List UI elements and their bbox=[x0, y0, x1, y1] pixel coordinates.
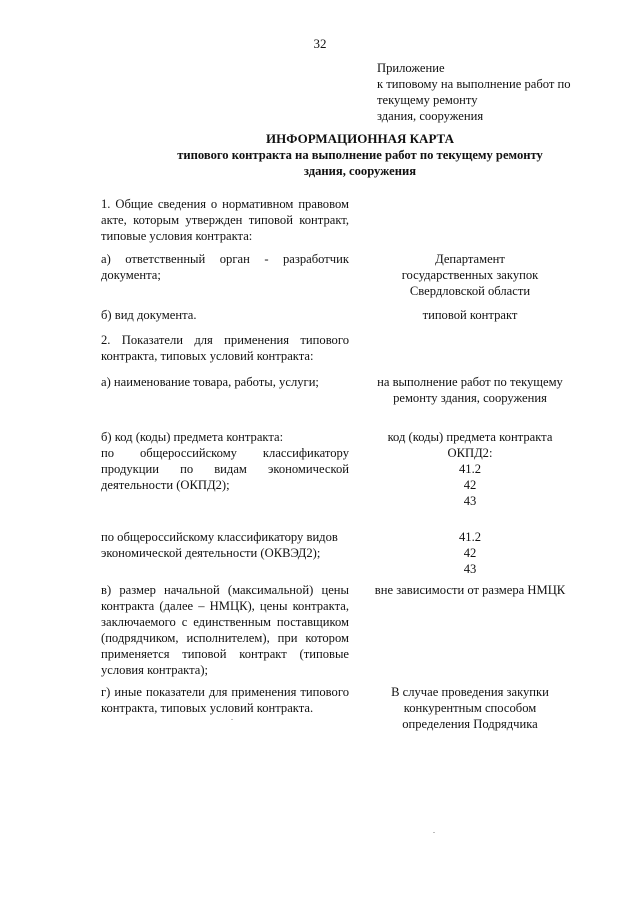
scan-speck bbox=[231, 719, 233, 720]
text-line: ремонту здания, сооружения bbox=[393, 391, 547, 405]
text-line: по общероссийскому классификатору видов bbox=[101, 530, 338, 544]
row-g-value bbox=[362, 684, 578, 732]
code-value: 41.2 bbox=[458, 530, 482, 544]
text-line: контракта, типовых условий контракта. bbox=[101, 701, 314, 715]
text-line: в) размер начальной (максимальной) цены bbox=[101, 583, 349, 597]
text-line: условия контракта); bbox=[101, 663, 209, 677]
text-line: применяется типовой контракт (типовые bbox=[101, 647, 349, 661]
text-line: В случае проведения закупки bbox=[391, 685, 549, 699]
appendix-line: Приложение bbox=[377, 61, 445, 75]
row-a2-label: а) наименование товара, работы, услуги; bbox=[101, 375, 319, 389]
appendix-line: текущему ремонту bbox=[377, 93, 478, 107]
appendix-line: к типовому на выполнение работ по bbox=[377, 77, 571, 91]
section-1-heading bbox=[101, 196, 349, 244]
text-line: код (коды) предмета контракта bbox=[387, 430, 553, 444]
text-line: по общероссийскому классификатору bbox=[101, 446, 349, 460]
text-line: продукции по видам экономической bbox=[101, 462, 349, 476]
text-line: а) ответственный орган - разработчик bbox=[101, 252, 349, 266]
title-subtitle: типового контракта на выполнение работ по текущему ремонту bbox=[177, 148, 543, 162]
row-b-label: б) вид документа. bbox=[101, 308, 197, 322]
row-a-label bbox=[101, 251, 349, 283]
text-line: типовые условия контракта: bbox=[101, 229, 253, 243]
page-number: 32 bbox=[313, 36, 327, 51]
title-subtitle: здания, сооружения bbox=[303, 164, 417, 178]
text-line: 2. Показатели для применения типового bbox=[101, 333, 349, 347]
text-line: деятельности (ОКПД2); bbox=[101, 478, 230, 492]
text-line: акте, которым утвержден типовой контракт, bbox=[101, 213, 349, 227]
text-line: 1. Общие сведения о нормативном правовом bbox=[101, 197, 349, 211]
text-line: г) иные показатели для применения типового bbox=[101, 685, 349, 699]
row-v-value: вне зависимости от размера НМЦК bbox=[374, 583, 566, 597]
text-line: государственных закупок bbox=[401, 268, 539, 282]
code-value: 42 bbox=[463, 478, 477, 492]
appendix-note bbox=[377, 60, 607, 124]
row-a2-value bbox=[362, 374, 578, 406]
code-value: 43 bbox=[463, 494, 477, 508]
code-value: 42 bbox=[463, 546, 477, 560]
code-value: 43 bbox=[463, 562, 477, 576]
row-okved-label bbox=[101, 529, 349, 561]
text-line: на выполнение работ по текущему bbox=[377, 375, 563, 389]
text-line: ОКПД2: bbox=[447, 446, 493, 460]
document-title bbox=[120, 131, 600, 179]
scan-speck bbox=[433, 832, 435, 833]
text-line: (подрядчиком, исполнителем), при котором bbox=[101, 631, 349, 645]
code-value: 41.2 bbox=[458, 462, 482, 476]
appendix-line: здания, сооружения bbox=[377, 109, 484, 123]
row-v-label bbox=[101, 582, 349, 678]
text-line: конкурентным способом bbox=[403, 701, 537, 715]
row-b-value: типовой контракт bbox=[422, 308, 518, 322]
row-g-label bbox=[101, 684, 349, 716]
text-line: б) код (коды) предмета контракта: bbox=[101, 430, 284, 444]
row-okved-value bbox=[362, 529, 578, 577]
text-line: заключаемого с единственным поставщиком bbox=[101, 615, 349, 629]
row-a-value bbox=[362, 251, 578, 299]
text-line: определения Подрядчика bbox=[402, 717, 538, 731]
text-line: контракта, типовых условий контракта: bbox=[101, 349, 314, 363]
text-line: Департамент bbox=[435, 252, 505, 266]
title-main: ИНФОРМАЦИОННАЯ КАРТА bbox=[266, 131, 454, 146]
text-line: контракта (далее – НМЦК), цены контракта, bbox=[101, 599, 349, 613]
row-b2-value bbox=[362, 429, 578, 509]
section-2-heading bbox=[101, 332, 349, 364]
row-b2-label bbox=[101, 429, 349, 493]
text-line: документа; bbox=[101, 268, 161, 282]
text-line: экономической деятельности (ОКВЭД2); bbox=[101, 546, 321, 560]
text-line: Свердловской области bbox=[409, 284, 531, 298]
